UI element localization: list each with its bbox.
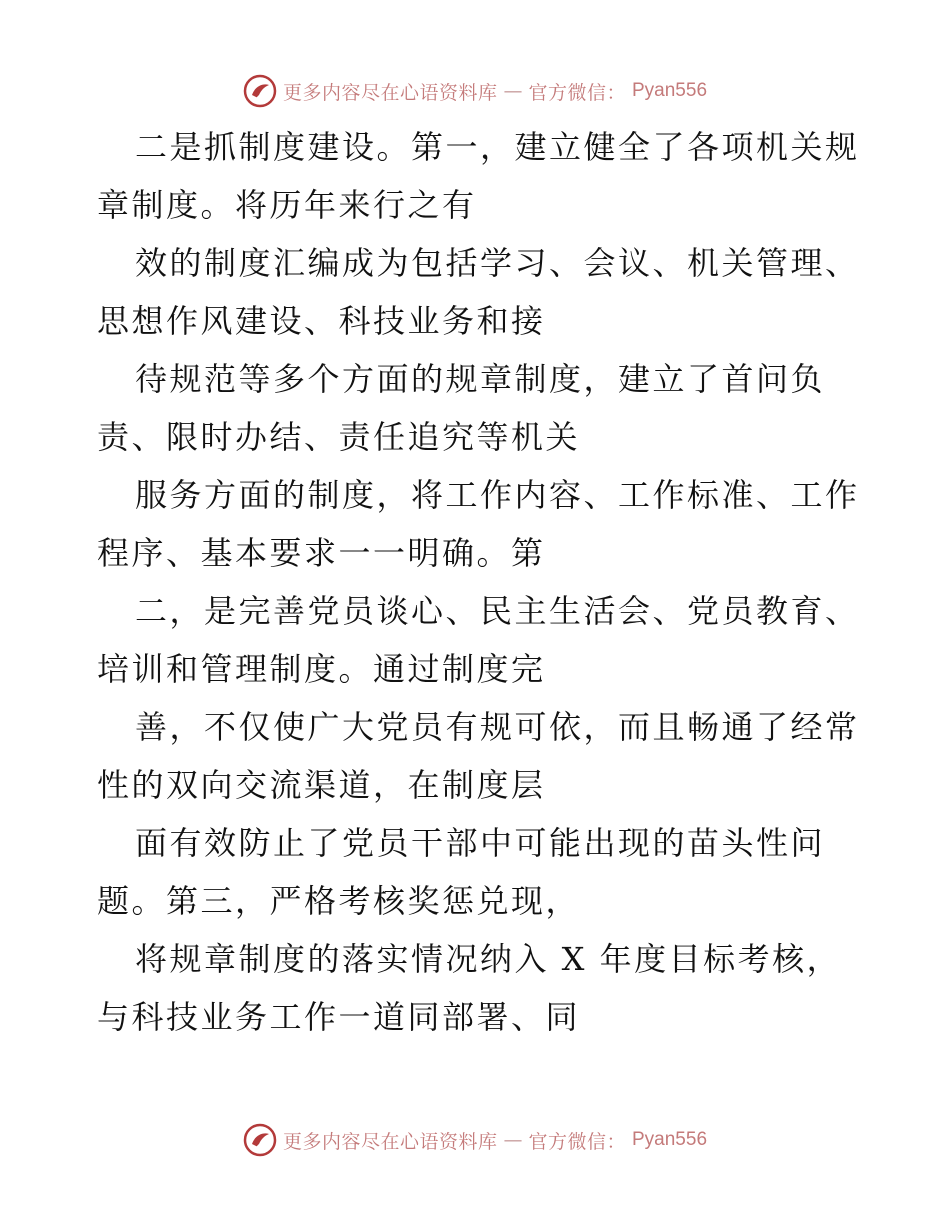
document-body: [97, 118, 877, 1046]
text-line: 章制度。将历年来行之有: [97, 186, 477, 224]
text-line: 题。第三，严格考核奖惩兑现，: [97, 882, 581, 920]
watermark-separator: —: [503, 80, 523, 102]
text-line: 善，不仅使广大党员有规可依，而且畅通了经常: [135, 708, 860, 746]
text-line: 待规范等多个方面的规章制度，建立了首问负: [135, 360, 826, 398]
watermark-label: 官方微信：: [528, 1130, 626, 1153]
watermark-text: 更多内容尽在心语资料库: [282, 1130, 498, 1153]
text-line: 服务方面的制度，将工作内容、工作标准、工作: [135, 476, 860, 514]
text-line: 效的制度汇编成为包括学习、会议、机关管理、: [135, 244, 860, 282]
text-line: 性的双向交流渠道，在制度层: [97, 766, 546, 804]
text-line: 面有效防止了党员干部中可能出现的苗头性问: [135, 824, 826, 862]
text-line: 二，是完善党员谈心、民主生活会、党员教育、: [135, 592, 860, 630]
text-line: 与科技业务工作一道同部署、同: [97, 998, 581, 1036]
text-line: 二是抓制度建设。第一，建立健全了各项机关规: [135, 128, 860, 166]
header-watermark: [0, 71, 950, 111]
footer-watermark: [0, 1120, 950, 1160]
text-line: 程序、基本要求一一明确。第: [97, 534, 546, 572]
brand-logo-icon: [243, 74, 277, 108]
watermark-separator: —: [503, 1129, 523, 1151]
text-line: 将规章制度的落实情况纳入 X 年度目标考核，: [135, 940, 842, 978]
watermark-text: 更多内容尽在心语资料库: [282, 81, 498, 104]
watermark-id: Pyan556: [632, 80, 708, 101]
text-line: 责、限时办结、责任追究等机关: [97, 418, 581, 456]
watermark-label: 官方微信：: [528, 81, 626, 104]
text-line: 思想作风建设、科技业务和接: [97, 302, 546, 340]
text-line: 培训和管理制度。通过制度完: [97, 650, 546, 688]
brand-logo-icon: [243, 1123, 277, 1157]
watermark-id: Pyan556: [632, 1129, 708, 1150]
